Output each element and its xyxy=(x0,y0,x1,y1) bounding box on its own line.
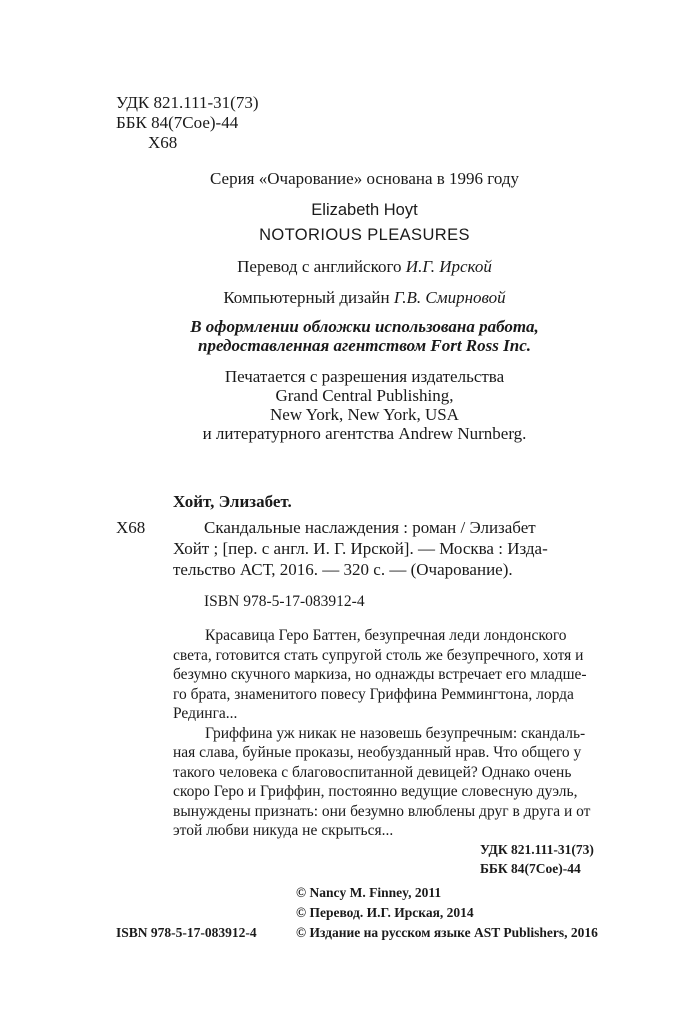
annotation-line-3: безумно скучного маркиза, но однажды встречает его младше- xyxy=(173,666,587,683)
annotation-line-11: этой любви никуда не скрыться... xyxy=(173,822,394,839)
catalog-line-2: Хойт ; [пер. с англ. И. Г. Ирской]. — Москва : Изда- xyxy=(173,539,548,558)
annotation-line-1: Красавица Геро Баттен, безупречная леди лондонского xyxy=(205,627,567,644)
catalog-isbn: ISBN 978-5-17-083912-4 xyxy=(204,593,365,610)
permission-line-3: New York, New York, USA xyxy=(270,405,459,424)
cover-note-line-1: В оформлении обложки использована работа, xyxy=(190,317,539,336)
bottom-udk-code: УДК 821.111-31(73) xyxy=(480,842,594,857)
annotation-line-6: Гриффина уж никак не назовешь безупречным: скандаль- xyxy=(205,725,586,742)
annotation-line-5: Рединга... xyxy=(173,705,238,722)
bottom-isbn: ISBN 978-5-17-083912-4 xyxy=(116,925,257,940)
permission-line-2: Grand Central Publishing, xyxy=(275,386,454,405)
design-credit xyxy=(0,288,691,308)
cover-note-line-2: предоставленная агентством Fort Ross Inc. xyxy=(197,336,531,355)
original-title: NOTORIOUS PLEASURES xyxy=(259,226,470,244)
translator-name: И.Г. Ирской xyxy=(405,257,492,276)
annotation-line-7: ная слава, буйные проказы, необузданный нрав. Что общего у xyxy=(173,744,582,761)
permission-line-1: Печатается с разрешения издательства xyxy=(224,367,505,386)
copyright-line-2: © Перевод. И.Г. Ирская, 2014 xyxy=(296,905,474,920)
catalog-heading: Хойт, Элизабет. xyxy=(173,492,292,511)
annotation-line-9: скоро Геро и Гриффин, постоянно ведущие словесную дуэль, xyxy=(173,783,578,800)
author-mark: Х68 xyxy=(148,133,178,152)
translation-label: Перевод с английского xyxy=(237,257,402,276)
annotation-line-4: го брата, знаменитого повесу Гриффина Реммингтона, лорда xyxy=(173,686,574,703)
udk-code: УДК 821.111-31(73) xyxy=(116,93,259,112)
design-label: Компьютерный дизайн xyxy=(223,288,390,307)
annotation-line-2: света, готовится стать супругой столь же безупречного, хотя и xyxy=(173,647,584,664)
annotation-line-10: вынуждены признать: они безумно влюблены друг в друга и от xyxy=(173,803,591,820)
designer-name: Г.В. Смирновой xyxy=(393,288,506,307)
bottom-bbk-code: ББК 84(7Сое)-44 xyxy=(480,861,581,876)
catalog-mark: Х68 xyxy=(116,518,146,537)
catalog-line-3: тельство АСТ, 2016. — 320 с. — (Очарование). xyxy=(173,560,513,579)
catalog-line-1: Скандальные наслаждения : роман / Элизабет xyxy=(204,518,536,537)
bbk-code: ББК 84(7Сое)-44 xyxy=(116,113,239,132)
copyright-line-1: © Nancy M. Finney, 2011 xyxy=(296,885,442,900)
permission-line-4: и литературного агентства Andrew Nurnberg. xyxy=(202,424,527,443)
annotation-line-8: такого человека с благовоспитанной девицей? Однако очень xyxy=(173,764,572,781)
translation-credit xyxy=(0,257,691,277)
series-line: Серия «Очарование» основана в 1996 году xyxy=(209,169,519,188)
copyright-line-3: © Издание на русском языке AST Publishers, 2016 xyxy=(296,925,598,940)
original-author: Elizabeth Hoyt xyxy=(311,201,418,219)
